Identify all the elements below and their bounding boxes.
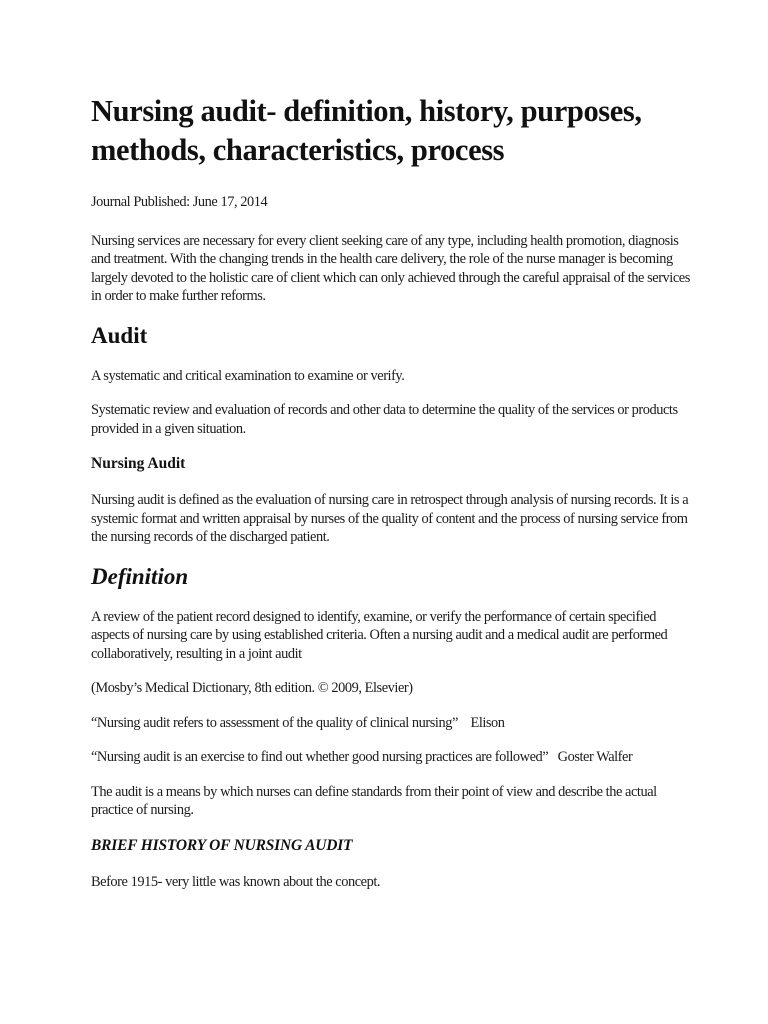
page-title: Nursing audit- definition, history, purposes, methods, characteristics, process <box>91 94 642 167</box>
audit-paragraph-1: A systematic and critical examination to examine or verify. <box>91 367 405 384</box>
history-paragraph: Before 1915- very little was known about the concept. <box>91 873 381 890</box>
definition-quote-goster: “Nursing audit is an exercise to find out whether good nursing practices are followed” Goster Walfer <box>91 749 633 765</box>
history-heading: BRIEF HISTORY OF NURSING AUDIT <box>91 836 353 854</box>
definition-heading: Definition <box>91 563 189 589</box>
intro-paragraph: Nursing services are necessary for every client seeking care of any type, including health promotion, diagnosis and treatment. With the changing trends in the health care delivery, the role of the nurse manager is becoming largely devoted to the holistic care of client which can only achieved through the careful appraisal of the services in order to make further reforms. <box>91 232 690 304</box>
nursing-audit-paragraph: Nursing audit is defined as the evaluation of nursing care in retrospect through analysis of nursing records. It is a systemic format and written appraisal by nurses of the quality of content and the process of nursing service from the nursing records of the discharged patient. <box>91 492 689 545</box>
article <box>91 92 691 907</box>
nursing-audit-heading: Nursing Audit <box>91 455 186 472</box>
published-date: Journal Published: June 17, 2014 <box>91 194 268 210</box>
audit-heading: Audit <box>91 322 148 348</box>
definition-paragraph: A review of the patient record designed to identify, examine, or verify the performance of certain specified aspects of nursing care by using established criteria. Often a nursing audit and a medical audit are performed collaboratively, resulting in a joint audit <box>91 608 668 662</box>
definition-quote-elison: “Nursing audit refers to assessment of the quality of clinical nursing” Elison <box>91 714 505 731</box>
audit-paragraph-2: Systematic review and evaluation of records and other data to determine the quality of the services or products provided in a given situation. <box>91 402 678 437</box>
definition-citation: (Mosby’s Medical Dictionary, 8th edition. © 2009, Elsevier) <box>91 680 413 696</box>
definition-paragraph-2: The audit is a means by which nurses can define standards from their point of view and describe the actual practice of nursing. <box>91 783 657 818</box>
